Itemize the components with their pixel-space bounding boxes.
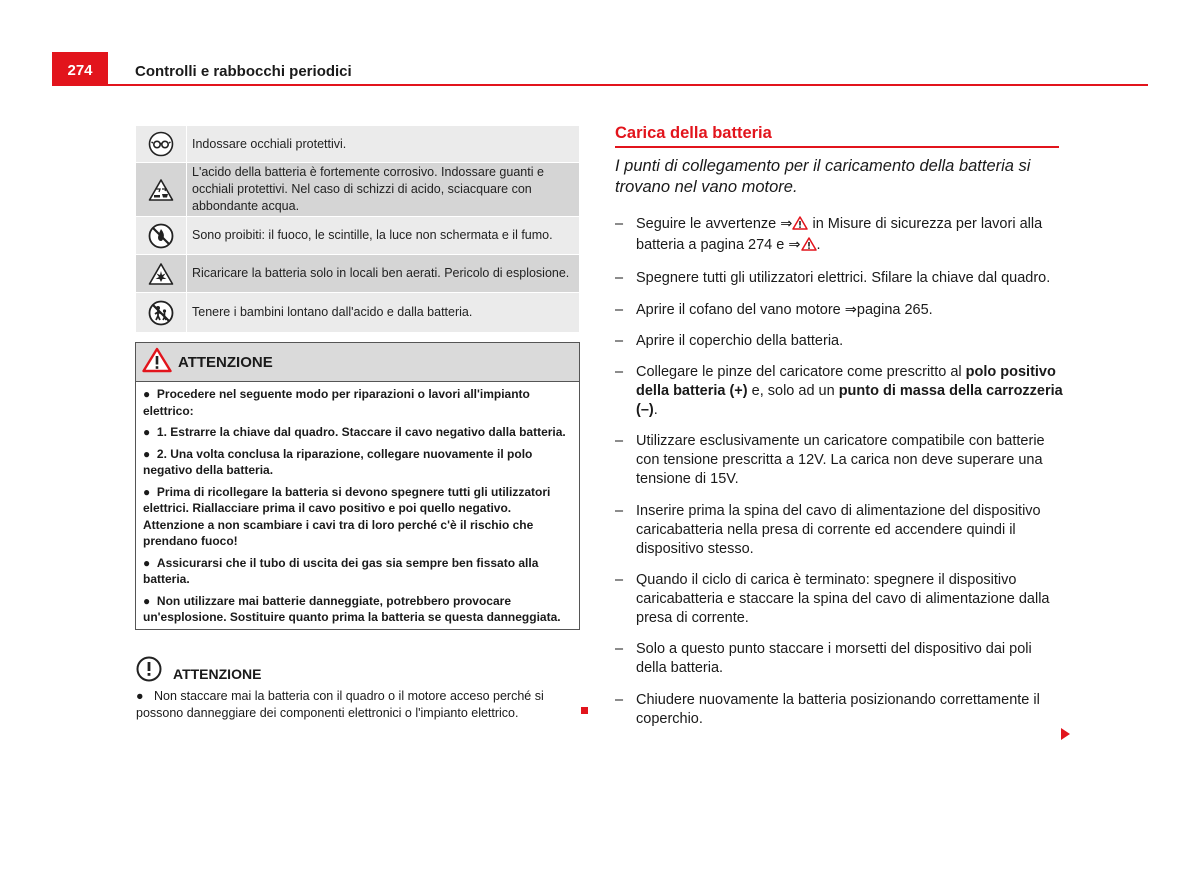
keep-children-away-icon: [136, 293, 187, 332]
section-divider: [615, 146, 1059, 148]
warning-item: ● Prima di ricollegare la batteria si devono spegnere tutti gli utilizzatori elettrici. Riallacciare prima il cavo positivo e poi quello negativo. Attenzione a non scambiare i cavi tra di loro perché c'è il rischio che prendano fuoco!: [143, 484, 551, 548]
symbol-text: L'acido della batteria è fortemente corrosivo. Indossare guanti e occhiali protettivi. Nel caso di schizzi di acido, sciacquare con abbondante acqua.: [192, 165, 544, 213]
no-fire-icon: [136, 217, 187, 254]
symbol-text: Tenere i bambini lontano dall'acido e dalla batteria.: [192, 305, 473, 319]
symbol-row: [136, 163, 579, 217]
safety-symbol-table: [136, 126, 579, 333]
list-item: – Quando il ciclo di carica è terminato: spegnere il dispositivo caricabatteria e staccare la spina del cavo di alimentazione dalla presa di corrente.: [615, 572, 1050, 627]
warning-title: ATTENZIONE: [178, 353, 273, 371]
symbol-text: Ricaricare la batteria solo in locali ben aerati. Pericolo di esplosione.: [192, 266, 570, 280]
section-intro: I punti di collegamento per il caricamento della batteria si trovano nel vano motore.: [615, 157, 1031, 196]
warning-item: ● 1. Estrarre la chiave dal quadro. Staccare il cavo negativo dalla batteria.: [143, 425, 566, 439]
list-item: – Inserire prima la spina del cavo di alimentazione del dispositivo caricabatteria nella presa di corrente ed accendere quindi il dispositivo stesso.: [615, 502, 1041, 557]
warning-item: ● Assicurarsi che il tubo di uscita dei gas sia sempre ben fissato alla batteria.: [143, 555, 539, 586]
symbol-text: Sono proibiti: il fuoco, le scintille, la luce non schermata e il fumo.: [192, 228, 553, 242]
symbol-row: [136, 217, 579, 255]
safety-goggles-icon: [136, 126, 187, 162]
symbol-text: Indossare occhiali protettivi.: [192, 136, 347, 151]
warning-triangle-icon: [801, 237, 817, 257]
list-item: – Seguire le avvertenze ⇒ in Misure di sicurezza per lavori alla batteria a pagina 274 e ⇒ .: [615, 215, 1065, 257]
list-item: – Solo a questo punto staccare i morsetti del dispositivo dai poli della batteria.: [615, 641, 1032, 677]
list-item: – Aprire il coperchio della batteria.: [615, 332, 844, 349]
continue-arrow-icon: [1061, 728, 1070, 740]
symbol-row: [136, 293, 579, 333]
warning-triangle-icon: [142, 347, 172, 378]
warning-body: [136, 382, 579, 629]
warning-item: ● Procedere nel seguente modo per riparazioni o lavori all'impianto elettrico:: [143, 387, 530, 418]
list-item: – Collegare le pinze del caricatore come prescritto al polo positivo della batteria (+) e, solo ad un punto di massa della carrozzeria (–).: [615, 364, 1063, 419]
page-header-title: Controlli e rabbocchi periodici: [135, 63, 352, 80]
notice-text: ● Non staccare mai la batteria con il quadro o il motore acceso perché si possono danneggiare dei componenti elettronici o l'impianto elettrico.: [136, 689, 544, 720]
explosion-risk-icon: [136, 255, 187, 292]
instruction-list: [615, 215, 1065, 741]
header-divider: [52, 84, 1148, 86]
warning-header: [136, 343, 579, 382]
end-of-section-marker: [581, 707, 588, 714]
list-item: – Chiudere nuovamente la batteria posizionando correttamente il coperchio.: [615, 691, 1040, 727]
list-item: – Spegnere tutti gli utilizzatori elettrici. Sfilare la chiave dal quadro.: [615, 270, 1051, 287]
warning-triangle-icon: [792, 216, 808, 236]
warning-box: [135, 342, 580, 630]
page-number: 274: [52, 52, 108, 86]
list-item: – Aprire il cofano del vano motore ⇒pagina 265.: [615, 301, 933, 318]
corrosive-acid-icon: [136, 163, 187, 216]
section-title: Carica della batteria: [615, 124, 772, 142]
symbol-row: [136, 126, 579, 163]
symbol-row: [136, 255, 579, 293]
notice-title: ATTENZIONE: [173, 666, 262, 682]
exclamation-circle-icon: [136, 656, 162, 687]
warning-item: ● Non utilizzare mai batterie danneggiate, potrebbero provocare un'esplosione. Sostituire quanto prima la batteria se questa danneggiata.: [143, 593, 561, 624]
warning-item: ● 2. Una volta conclusa la riparazione, collegare nuovamente il polo negativo della batteria.: [143, 446, 533, 477]
list-item: – Utilizzare esclusivamente un caricatore compatibile con batterie con tensione prescritta a 12V. La carica non deve superare una tensione di 15V.: [615, 433, 1045, 488]
